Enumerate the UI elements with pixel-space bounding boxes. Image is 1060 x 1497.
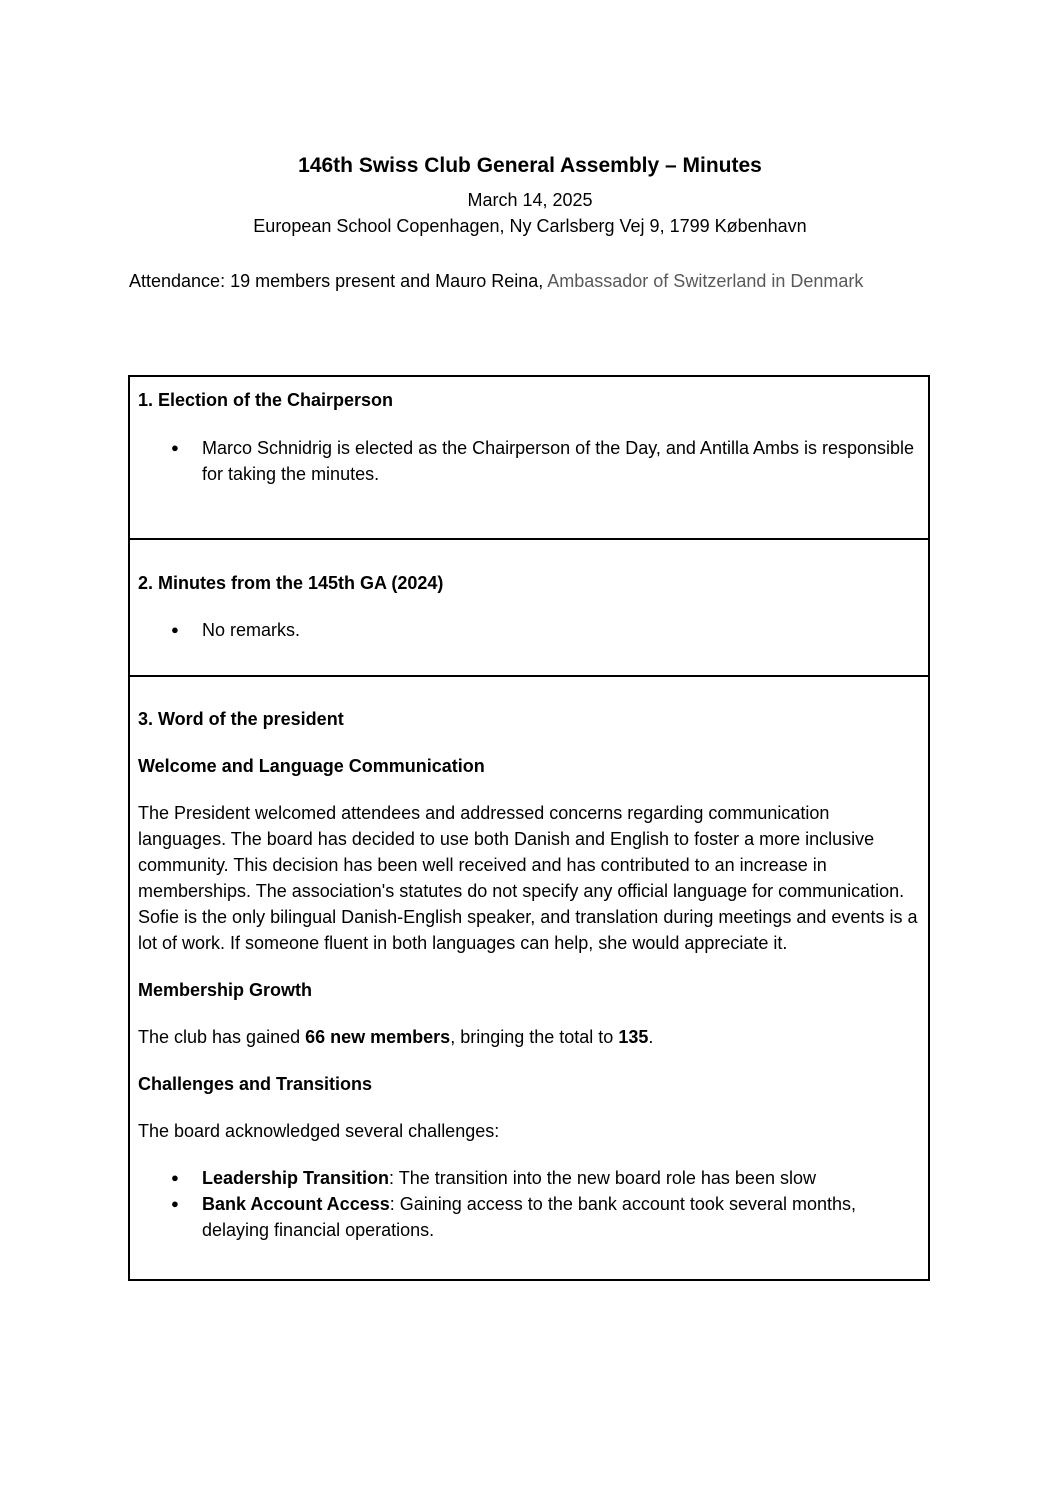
list-item <box>138 435 920 487</box>
section-president-cell <box>129 676 929 1280</box>
section-heading: 3. Word of the president <box>138 709 344 729</box>
section-heading: 2. Minutes from the 145th GA (2024) <box>138 573 444 593</box>
growth-new-members: 66 new members <box>305 1027 451 1047</box>
subheading-growth: Membership Growth <box>138 980 313 1000</box>
growth-text-middle: , bringing the total to <box>450 1027 619 1047</box>
section-heading: 1. Election of the Chairperson <box>138 390 394 410</box>
challenge-label: Bank Account Access <box>202 1194 390 1214</box>
minutes-table <box>128 375 930 1281</box>
section-previous-minutes <box>129 539 929 676</box>
attendance-line <box>129 268 929 295</box>
list-item-text: Marco Schnidrig is elected as the Chairperson of the Day, and Antilla Ambs is responsible for taking the minutes. <box>202 438 915 484</box>
meeting-venue: European School Copenhagen, Ny Carlsberg Vej 9, 1799 København <box>253 216 807 236</box>
growth-text-start: The club has gained <box>138 1027 306 1047</box>
subheading-challenges: Challenges and Transitions <box>138 1074 373 1094</box>
challenge-label: Leadership Transition <box>202 1168 390 1188</box>
growth-paragraph <box>138 1024 920 1050</box>
bullet-icon: ● <box>171 622 179 637</box>
subheading-welcome: Welcome and Language Communication <box>138 756 485 776</box>
attendance-role: Ambassador of Switzerland in Denmark <box>547 271 864 291</box>
bullet-list <box>138 617 920 643</box>
bullet-icon: ● <box>171 1196 179 1211</box>
challenge-text: : Gaining access to the bank account took several months, delaying financial operations. <box>202 1194 856 1240</box>
bullet-icon: ● <box>171 1170 179 1185</box>
section-election-cell <box>129 376 929 539</box>
meeting-date: March 14, 2025 <box>467 190 593 210</box>
list-item-text: No remarks. <box>202 620 301 640</box>
list-item <box>138 617 920 643</box>
section-president <box>129 676 929 1280</box>
growth-total: 135 <box>618 1027 649 1047</box>
challenges-list <box>138 1165 920 1243</box>
attendance-text: Attendance: 19 members present and Mauro Reina, <box>129 271 548 291</box>
document-title: 146th Swiss Club General Assembly – Minutes <box>298 154 762 177</box>
bullet-icon: ● <box>171 440 179 455</box>
list-item <box>138 1191 920 1243</box>
challenges-intro: The board acknowledged several challenges: <box>138 1121 500 1141</box>
bullet-list <box>138 435 920 487</box>
welcome-paragraph: The President welcomed attendees and addressed concerns regarding communication languages. The board has decided to use both Danish and English to foster a more inclusive community. This decision has been well received and has contributed to an increase in memberships. The association's statutes do not specify any official language for communication. Sofie is the only bilingual Danish-English speaker, and translation during meetings and events is a lot of work. If someone fluent in both languages can help, she would appreciate it. <box>138 803 918 953</box>
growth-text-end: . <box>648 1027 654 1047</box>
challenge-text: : The transition into the new board role has been slow <box>389 1168 816 1188</box>
section-previous-minutes-cell <box>129 539 929 676</box>
list-item <box>138 1165 920 1191</box>
section-election <box>129 376 929 539</box>
